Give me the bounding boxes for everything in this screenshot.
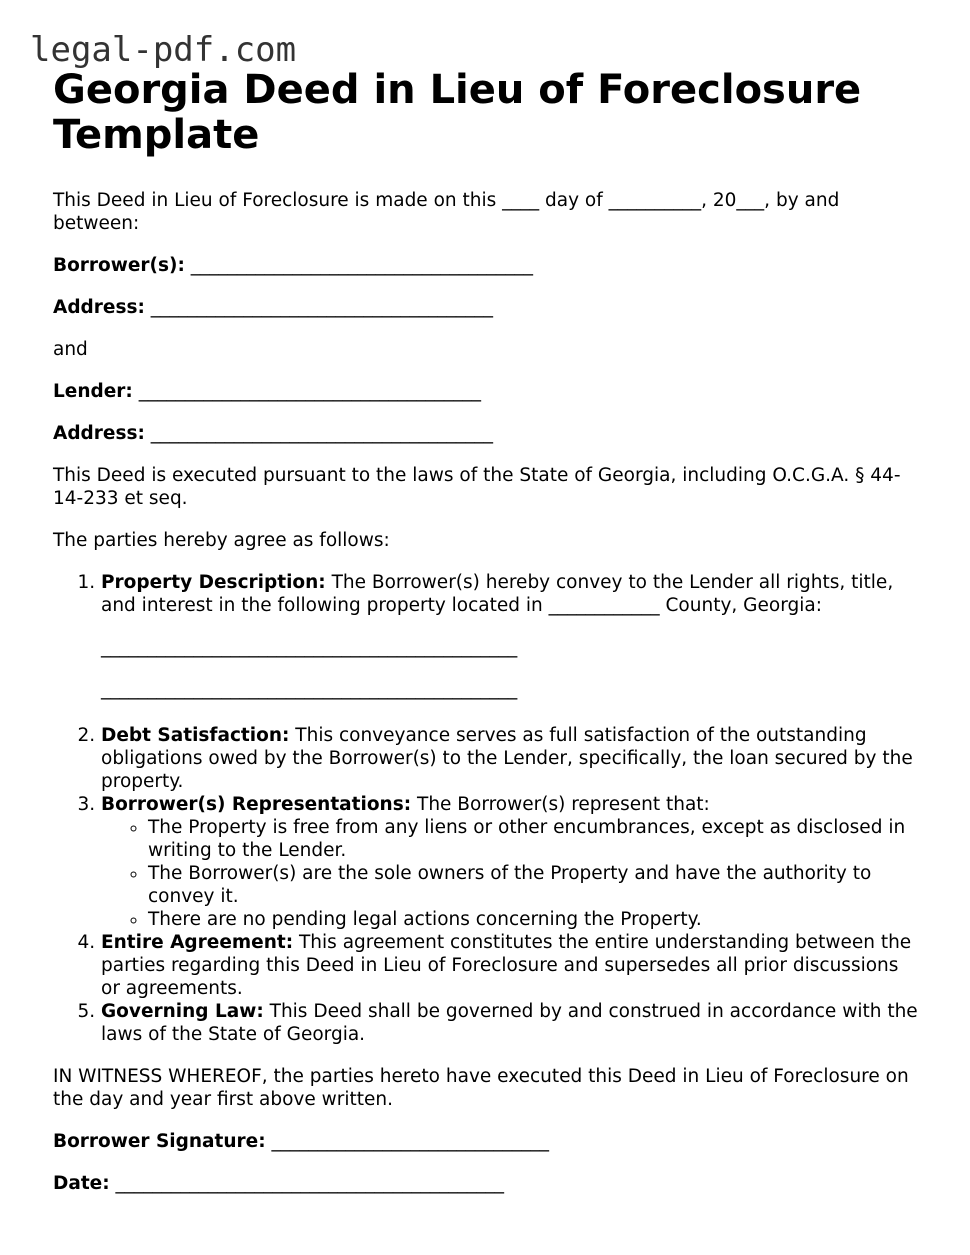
term-text: This agreement constitutes the entire understanding between the parties regarding this Deed in Lieu of Foreclosure and supersedes all prior discussions or agreements. <box>101 932 912 999</box>
term-heading: Borrower(s) Representations: <box>101 794 412 815</box>
agree-statement: The parties hereby agree as follows: <box>53 530 390 551</box>
lender-field <box>53 380 923 403</box>
intro-paragraph: This Deed in Lieu of Foreclosure is made on this ____ day of __________, 20___, by and between: <box>53 190 840 234</box>
term-heading: Governing Law: <box>101 1001 264 1022</box>
and-text: and <box>53 339 88 360</box>
term-entire-agreement <box>101 931 923 1000</box>
date-blank: __________________________________________ <box>115 1173 505 1194</box>
lender-address-field <box>53 422 923 445</box>
spacer <box>101 701 923 724</box>
list-item: ◦ The Property is free from any liens or other encumbrances, except as disclosed in writing to the Lender. <box>148 816 923 862</box>
lender-address-blank: _____________________________________ <box>150 423 494 444</box>
list-item: ◦ There are no pending legal actions concerning the Property. <box>148 908 923 931</box>
document-body <box>53 68 923 1195</box>
term-heading: Entire Agreement: <box>101 932 294 953</box>
term-text: This Deed shall be governed by and construed in accordance with the laws of the State of Georgia. <box>101 1001 918 1045</box>
term-heading: Property Description: <box>101 572 326 593</box>
borrower-address-field <box>53 296 923 319</box>
term-governing-law <box>101 1000 923 1046</box>
lender-address-label: Address: <box>53 423 145 444</box>
borrower-blank: _____________________________________ <box>190 255 533 276</box>
date-field <box>53 1172 923 1195</box>
site-watermark: legal-pdf.com <box>30 30 297 70</box>
borrower-field <box>53 254 923 277</box>
representations-list <box>101 816 923 931</box>
term-heading: Debt Satisfaction: <box>101 725 290 746</box>
term-debt-satisfaction <box>101 724 923 793</box>
borrower-signature-blank: ______________________________ <box>271 1131 550 1152</box>
law-statement: This Deed is executed pursuant to the laws of the State of Georgia, including O.C.G.A. § 44-14-233 et seq. <box>53 465 901 509</box>
term-text: The Borrower(s) hereby convey to the Lender all rights, title, and interest in the following property located in ____________ County, Georgia: <box>101 572 894 616</box>
term-text: This conveyance serves as full satisfaction of the outstanding obligations owed by the Borrower(s) to the Lender, specifically, the loan secured by the property. <box>101 725 913 792</box>
date-label: Date: <box>53 1173 110 1194</box>
borrower-address-blank: _____________________________________ <box>150 297 494 318</box>
list-item: ◦ The Borrower(s) are the sole owners of the Property and have the authority to convey it. <box>148 862 923 908</box>
terms-list <box>53 571 923 1046</box>
borrower-label: Borrower(s): <box>53 255 185 276</box>
document-title: Georgia Deed in Lieu of Foreclosure Template <box>53 67 862 158</box>
borrower-signature-field <box>53 1130 923 1153</box>
borrower-signature-label: Borrower Signature: <box>53 1131 266 1152</box>
witness-paragraph: IN WITNESS WHEREOF, the parties hereto have executed this Deed in Lieu of Foreclosure on the day and year first above written. <box>53 1066 909 1110</box>
lender-blank: _____________________________________ <box>138 381 481 402</box>
term-text: The Borrower(s) represent that: <box>411 794 710 815</box>
lender-label: Lender: <box>53 381 133 402</box>
borrower-address-label: Address: <box>53 297 145 318</box>
property-blank-line: _____________________________________________ <box>101 679 518 700</box>
term-borrower-representations <box>101 793 923 931</box>
property-blank-line: _____________________________________________ <box>101 637 518 658</box>
term-property-description <box>101 571 923 724</box>
